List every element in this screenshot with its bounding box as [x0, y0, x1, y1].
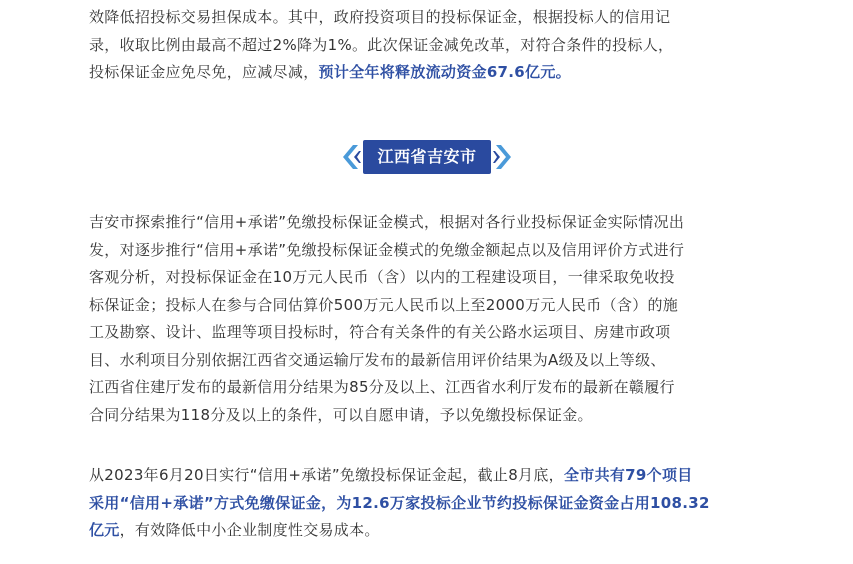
text-line: 发，对逐步推行“信用+承诺”免缴投标保证金模式的免缴金额起点以及信用评价方式进行 [89, 240, 685, 259]
paragraph-jian-policy [89, 209, 684, 429]
paragraph-guarantee-reform [89, 4, 673, 87]
text-segment: 投标保证金应免尽免，应减尽减， [89, 63, 319, 81]
highlight-text: 亿元 [89, 521, 120, 539]
highlight-text: 预计全年将释放流动资金67.6亿元。 [318, 63, 571, 81]
highlight-text: 全市共有79个项目 [563, 466, 693, 484]
text-line: 合同分结果为118分及以上的条件，可以自愿申请，予以免缴投标保证金。 [89, 405, 593, 424]
text-line: 效降低招投标交易担保成本。其中，政府投资项目的投标保证金，根据投标人的信用记 [89, 8, 671, 26]
section-heading [339, 140, 515, 174]
text-line: 吉安市探索推行“信用+承诺”免缴投标保证金模式，根据对各行业投标保证金实际情况出 [89, 213, 685, 231]
paragraph-results [89, 462, 710, 545]
text-segment: ，有效降低中小企业制度性交易成本。 [119, 521, 380, 539]
text-line: 江西省住建厅发布的最新信用分结果为85分及以上、江西省水利厅发布的最新在赣履行 [89, 378, 675, 396]
text-line: 目、水利项目分别依据江西省交通运输厅发布的最新信用评价结果为A级及以上等级、 [89, 350, 666, 369]
text-line [89, 517, 710, 545]
text-line: 标保证金；投标人在参与合同估算价500万元人民币以上至2000万元人民币（含）的施 [89, 295, 679, 314]
text-segment: 从2023年6月20日实行“信用+承诺”免缴投标保证金起，截止8月底， [89, 466, 564, 484]
text-line: 录，收取比例由最高不超过2%降为1%。此次保证金减免改革，对符合条件的投标人， [89, 35, 674, 54]
text-line: 客观分析，对投标保证金在10万元人民币（含）以内的工程建设项目，一律采取免收投 [89, 268, 675, 286]
chevron-right-icon [493, 143, 515, 171]
text-line [89, 59, 673, 87]
chevron-left-icon [339, 143, 361, 171]
highlight-text: 采用“信用+承诺”方式免缴保证金，为12.6万家投标企业节约投标保证金资金占用108.32 [89, 493, 710, 512]
section-title: 江西省吉安市 [377, 147, 477, 166]
text-line: 工及勘察、设计、监理等项目投标时，符合有关条件的有关公路水运项目、房建市政项 [89, 323, 671, 341]
text-line [89, 462, 710, 490]
